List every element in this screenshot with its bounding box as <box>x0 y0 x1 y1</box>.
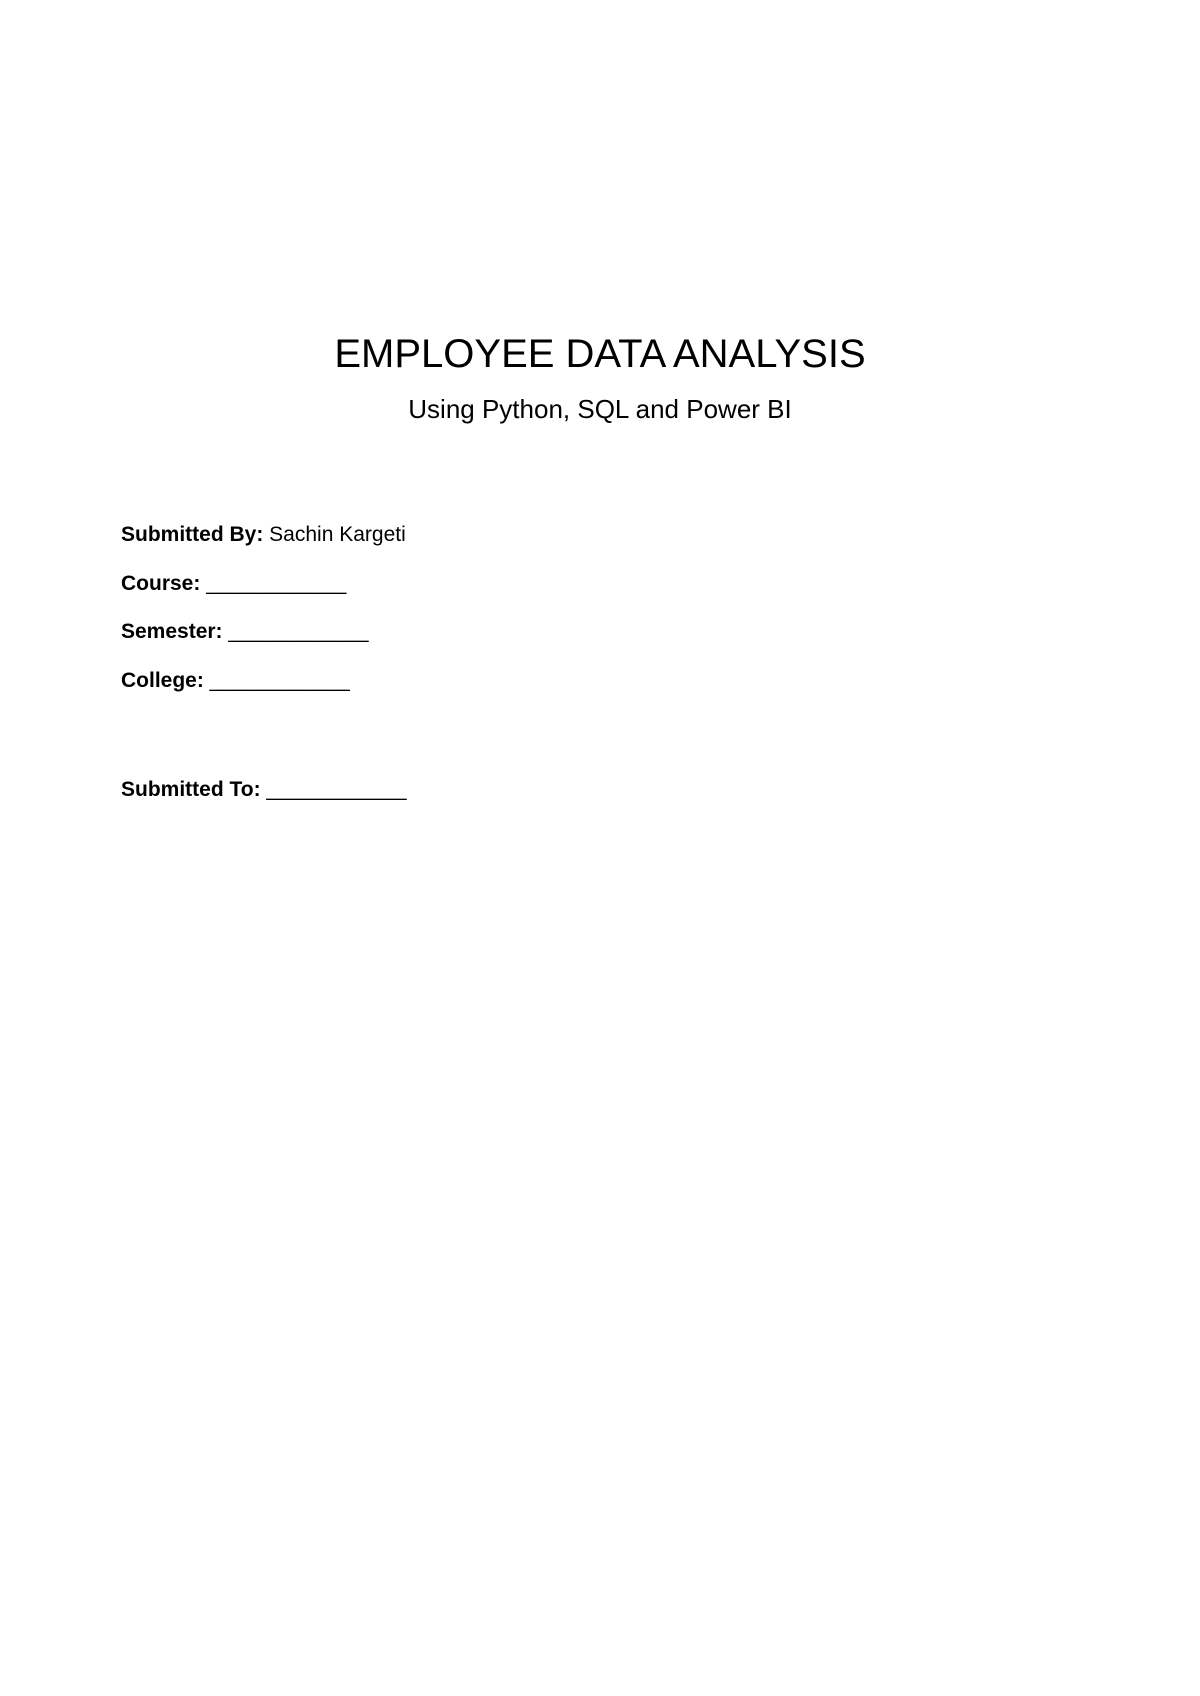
submitted-by-label: Submitted By: <box>121 523 264 546</box>
semester-field <box>121 619 369 645</box>
course-label: Course: <box>121 572 201 595</box>
document-subtitle: Using Python, SQL and Power BI <box>408 394 792 424</box>
submitted-to-field <box>121 777 407 803</box>
college-field <box>121 668 350 694</box>
college-label: College: <box>121 669 204 692</box>
semester-label: Semester: <box>121 620 223 643</box>
semester-value: ____________ <box>222 620 369 643</box>
submitted-to-label: Submitted To: <box>121 778 261 801</box>
course-value: ____________ <box>200 572 347 595</box>
submitted-by-value: Sachin Kargeti <box>263 523 406 546</box>
college-value: ____________ <box>203 669 350 692</box>
course-field <box>121 571 346 597</box>
document-title: EMPLOYEE DATA ANALYSIS <box>334 332 866 376</box>
submitted-by-field <box>121 522 406 548</box>
submitted-to-value: ____________ <box>260 778 407 801</box>
